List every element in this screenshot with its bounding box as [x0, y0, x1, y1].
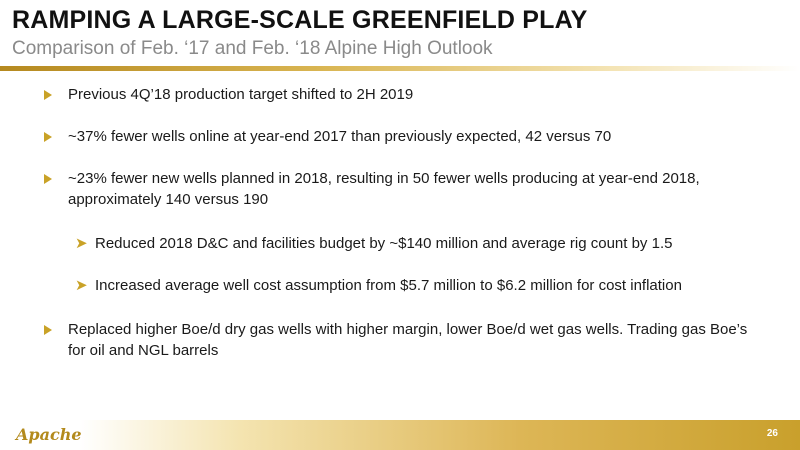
bullet-item: Previous 4Q’18 production target shifted to 2H 2019 — [68, 86, 414, 103]
bullet-item: Replaced higher Boe/d dry gas wells with higher margin, lower Boe/d wet gas wells. Trading gas Boe’s for oil and NGL barrels — [68, 321, 748, 359]
title-divider — [0, 66, 800, 71]
triangle-bullet-icon — [44, 90, 52, 100]
slide-title: RAMPING A LARGE-SCALE GREENFIELD PLAY — [12, 6, 588, 34]
sub-bullet-item: Increased average well cost assumption from $5.7 million to $6.2 million for cost inflation — [95, 277, 682, 294]
arrow-bullet-icon: ➤ — [75, 277, 88, 294]
triangle-bullet-icon — [44, 132, 52, 142]
footer-bar — [0, 420, 800, 450]
bullet-item: ~37% fewer wells online at year-end 2017 than previously expected, 42 versus 70 — [68, 128, 612, 145]
triangle-bullet-icon — [44, 174, 52, 184]
bullet-item: ~23% fewer new wells planned in 2018, resulting in 50 fewer wells producing at year-end 2018, approximately 140 versus 190 — [68, 170, 700, 208]
apache-logo: Apache — [16, 425, 82, 444]
arrow-bullet-icon: ➤ — [75, 235, 88, 252]
page-number: 26 — [766, 428, 778, 439]
sub-bullet-item: Reduced 2018 D&C and facilities budget by ~$140 million and average rig count by 1.5 — [95, 235, 673, 252]
slide-subtitle: Comparison of Feb. ‘17 and Feb. ‘18 Alpine High Outlook — [12, 38, 493, 59]
triangle-bullet-icon — [44, 325, 52, 335]
